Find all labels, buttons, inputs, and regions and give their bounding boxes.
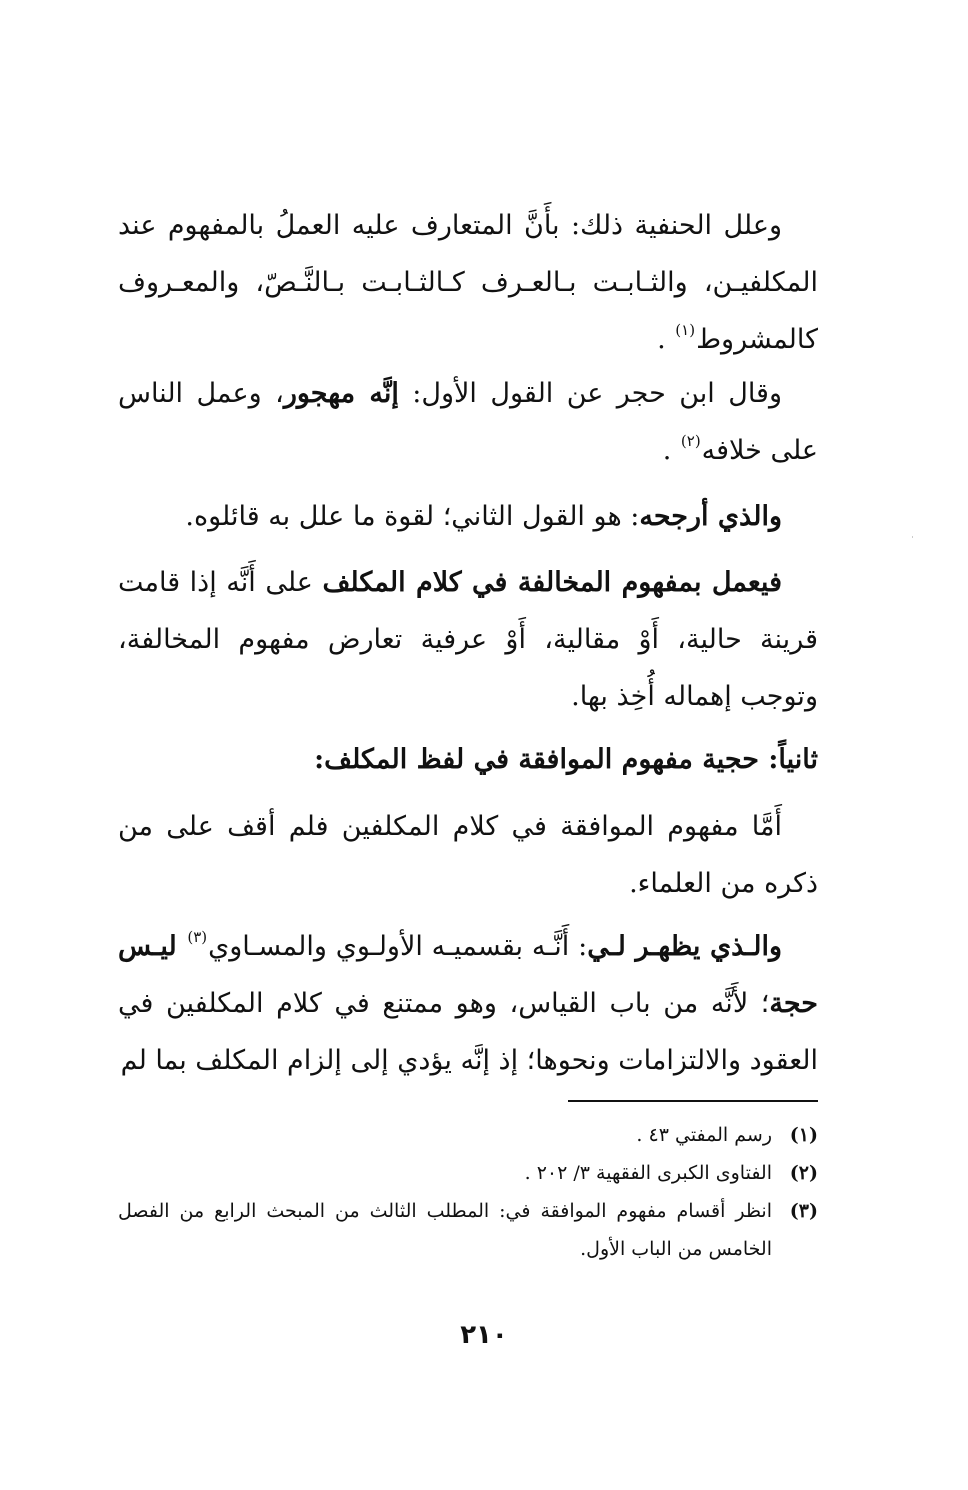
paragraph-contrary-implication	[118, 554, 818, 725]
footnote-number: (٢)	[789, 1162, 818, 1184]
paragraph-ibn-hajar	[118, 365, 818, 479]
footnote-separator	[568, 1100, 818, 1102]
paragraph-text: .	[657, 324, 675, 355]
paragraph-bold-text: إنَّه مهجور	[283, 378, 399, 409]
paragraph-author-view	[118, 918, 818, 1089]
page-number: ٢١٠	[460, 1320, 508, 1350]
paragraph-hanafi-reasoning	[118, 197, 818, 368]
paragraph-text: .	[662, 435, 680, 466]
paragraph-bold-text: والذي أرجحه	[639, 501, 782, 532]
footnote-number: (٣)	[789, 1200, 818, 1222]
scan-speck	[912, 536, 913, 538]
paragraph-text: : هو القول الثاني؛ لقوة ما علل به قائلوه.	[185, 501, 640, 532]
footnote-item	[118, 1192, 818, 1268]
footnote-item	[118, 1116, 818, 1154]
paragraph-bold-text: ليـس حجة	[118, 931, 818, 1019]
footnote-ref-3[interactable]: (٣)	[187, 928, 208, 946]
section-heading-text: ثانياً: حجية مفهوم الموافقة في لفظ المكلف:	[314, 744, 818, 775]
footnotes-section	[118, 1116, 818, 1268]
paragraph-text: ، وعمل الناس على خلافه	[118, 378, 818, 466]
paragraph-text: أَمَّا مفهوم الموافقة في كلام المكلفين فلم أقف على من ذكره من العلماء.	[118, 811, 818, 899]
paragraph-text: ؛ لأَنَّه من باب القياس، وهو ممتنع في كلام المكلفين في العقود والالتزامات ونحوها؛ إذ إنَّه يؤدي إلى إلزام المكلف بما لم	[118, 988, 818, 1076]
paragraph-preferred-view	[118, 488, 818, 545]
paragraph-text: وعلل الحنفية ذلك: بأَنَّ المتعارف عليه العملُ بالمفهوم عند المكلفيـن، والثـابـت بـالعـرف كـالثـابـت بـالنَّـصّ، والمعـروف كالمشروط	[118, 210, 818, 355]
paragraph-text: : أَنَّـه بقسميـه الأولـوي والمسـاوي	[208, 931, 588, 962]
paragraph-bold-text: فيعمل بمفهوم المخالفة في كلام المكلف	[322, 567, 782, 598]
footnote-text: الفتاوى الكبرى الفقهية ٣/ ٢٠٢ .	[524, 1162, 772, 1184]
footnote-item	[118, 1154, 818, 1192]
footnote-ref-2[interactable]: (٢)	[680, 432, 701, 450]
paragraph-bold-text: والـذي يظهـر لـي	[587, 931, 782, 962]
paragraph-text: على أَنَّه إذا قامت قرينة حالية، أَوْ مقالية، أَوْ عرفية تعارض مفهوم المخالفة، وتوجب إهماله أُخِذ بها.	[118, 567, 818, 712]
footnote-text: رسم المفتي ٤٣ .	[636, 1124, 772, 1146]
footnote-text: انظر أقسام مفهوم الموافقة في: المطلب الثالث من المبحث الرابع من الفصل الخامس من الباب الأول.	[118, 1200, 772, 1260]
paragraph-text: وقال ابن حجر عن القول الأول:	[398, 378, 782, 409]
footnote-ref-1[interactable]: (١)	[675, 321, 696, 339]
footnote-number: (١)	[789, 1124, 818, 1146]
section-heading-second	[118, 731, 818, 788]
paragraph-agreement-implication	[118, 798, 818, 912]
